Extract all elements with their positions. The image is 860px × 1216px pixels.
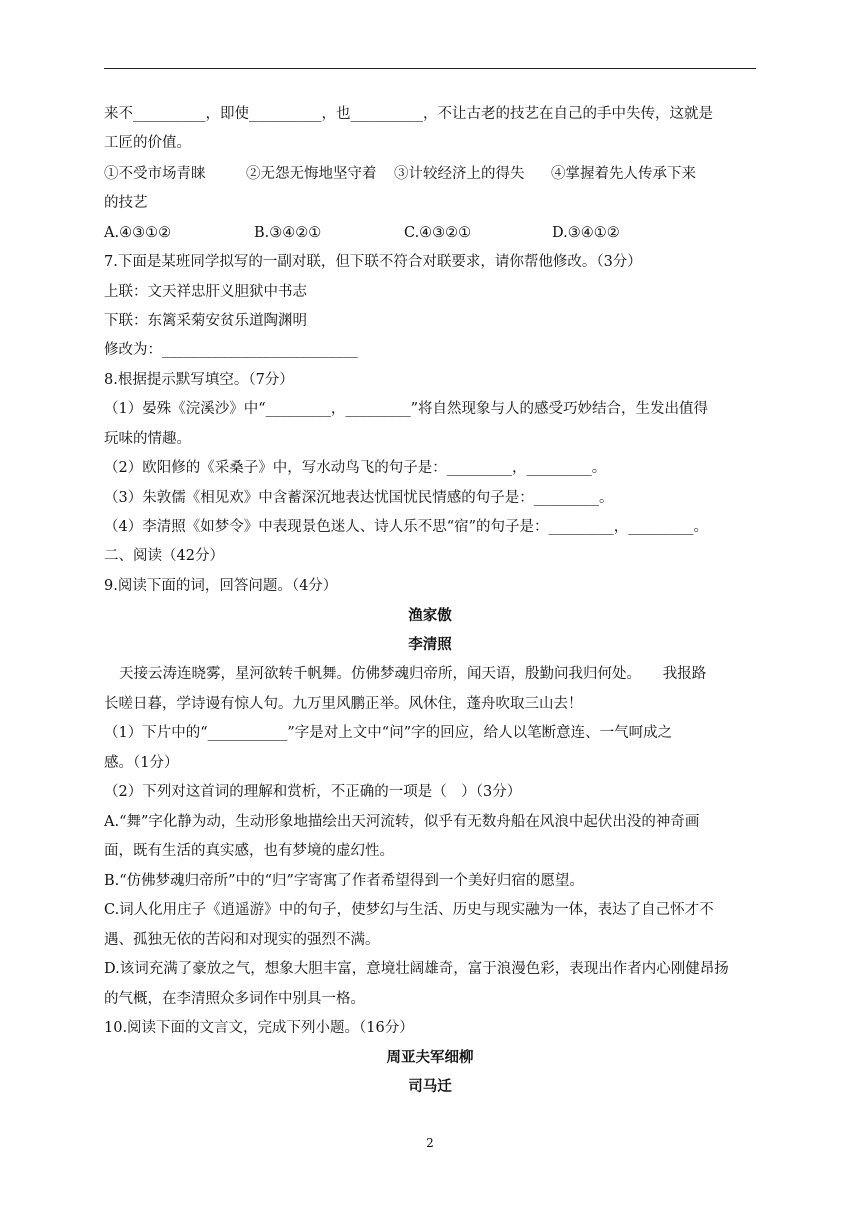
option-d-cont: 的气概，在李清照众多词作中别具一格。 [104,991,365,1007]
answer-choices [104,223,756,243]
fill-blank-line-cont: 工匠的价值。 [104,135,191,151]
question-7: 7.下面是某班同学拟写的一副对联，但下联不符合对联要求，请你帮他修改。（3分） [104,254,642,270]
item-3: ③计较经济上的得失 [394,166,525,182]
text-author: 司马迁 [408,1078,452,1095]
option-a: A.“舞”字化静为动，生动形象地描绘出天河流转，似乎有无数舟船在风浪中起伏出没的神奇画 [104,814,700,830]
choice-a: A.④③①② [104,225,172,241]
question-8-3: （3）朱敦儒《相见欢》中含蓄深沉地表达忧国忧民情感的句子是：_________。 [104,490,614,506]
option-d: D.该词充满了豪放之气，想象大胆丰富，意境壮阔雄奇，富于浪漫色彩，表现出作者内心刚健昂扬 [104,961,729,977]
header-rule [104,68,756,69]
question-9: 9.阅读下面的词，回答问题。（4分） [104,578,338,594]
question-9-1: （1）下片中的“___________”字是对上文中“问”字的回应，给人以笔断意连、一气呵成之 [104,725,673,741]
question-8-1-cont: 玩味的情趣。 [104,431,191,447]
option-c: C.词人化用庄子《逍遥游》中的句子，使梦幻与生活、历史与现实融为一体，表达了自己怀才不 [104,902,714,918]
question-8-4: （4）李清照《如梦令》中表现景色迷人、诗人乐不思“宿”的句子是：_________，_________。 [104,519,709,535]
poem-line-1: 天接云涛连晓雾，星河欲转千帆舞。仿佛梦魂归帝所，闻天语，殷勤问我归何处。 我报路 [119,666,707,682]
couplet-upper: 上联：文天祥忠肝义胆狱中书志 [104,284,307,300]
fill-blank-line: 来不__________，即使__________，也__________，不让古老的技艺在自己的手中失传，这就是 [104,106,713,122]
choice-c: C.④③②① [404,225,472,241]
text-title: 周亚夫军细柳 [386,1049,474,1066]
couplet-lower: 下联：东篱采菊安贫乐道陶渊明 [104,313,307,329]
option-a-cont: 面，既有生活的真实感，也有梦境的虚幻性。 [104,843,394,859]
option-c-cont: 遇、孤独无依的苦闷和对现实的强烈不满。 [104,932,380,948]
option-b: B.“仿佛梦魂归帝所”中的“归”字寄寓了作者希望得到一个美好归宿的愿望。 [104,873,584,889]
poem-author: 李清照 [408,636,452,653]
item-2: ②无怨无悔地坚守着 [246,166,377,182]
question-9-1-cont: 感。（1分） [104,755,179,771]
question-8-1: （1）晏殊《浣溪沙》中“_________，_________”将自然现象与人的感受巧妙结合，生发出值得 [104,401,709,417]
poem-title: 渔家傲 [408,607,452,624]
poem-line-2: 长嗟日暮，学诗谩有惊人句。九万里风鹏正举。风休住，蓬舟吹取三山去！ [104,696,583,712]
page-number: 2 [426,1136,434,1150]
question-9-2: （2）下列对这首词的理解和赏析，不正确的一项是（ ）（3分） [104,784,522,800]
item-4: ④掌握着先人传承下来 [551,166,696,182]
item-4-cont: 的技艺 [104,195,148,211]
question-8: 8.根据提示默写填空。（7分） [104,372,294,388]
choice-b: B.③④②① [254,225,322,241]
question-10: 10.阅读下面的文言文，完成下列小题。（16分） [104,1020,414,1036]
item-1: ①不受市场青睐 [104,166,206,182]
choice-d: D.③④①② [552,225,620,241]
question-8-2: （2）欧阳修的《采桑子》中，写水动鸟飞的句子是：_________，_________。 [104,460,607,476]
section-reading: 二、阅读（42分） [104,548,224,564]
sentence-items [104,164,756,184]
revise-line: 修改为：___________________________ [104,342,358,358]
